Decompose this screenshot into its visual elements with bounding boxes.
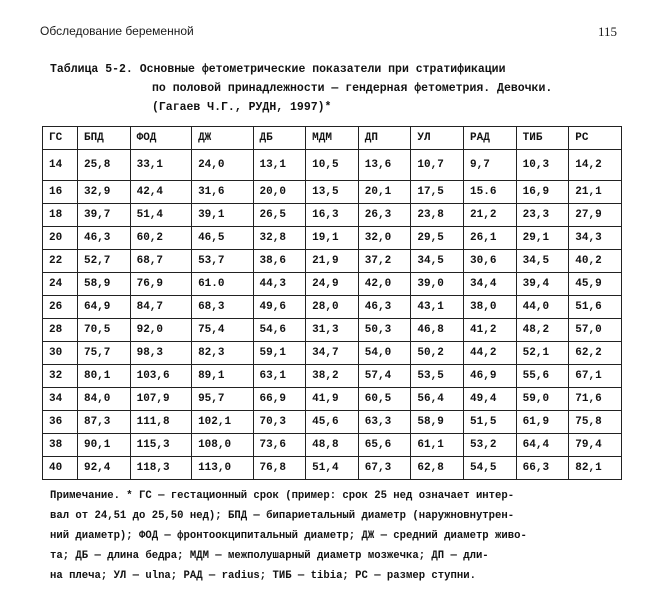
table-cell: 30,6 — [464, 250, 517, 273]
table-row — [43, 150, 622, 181]
table-body — [43, 150, 622, 480]
table-cell: 28,0 — [306, 296, 359, 319]
column-header: УЛ — [411, 127, 464, 150]
table-cell: 39,7 — [77, 204, 130, 227]
table-cell: 82,1 — [569, 457, 622, 480]
note-line: на плеча; УЛ — ulna; РАД — radius; ТИБ — tibia; РС — размер ступни. — [50, 570, 476, 582]
table-cell: 73,6 — [253, 434, 306, 457]
table-cell: 46,3 — [77, 227, 130, 250]
table-cell: 68,3 — [192, 296, 253, 319]
table-cell: 61,9 — [516, 411, 569, 434]
table-cell: 108,0 — [192, 434, 253, 457]
table-cell: 27,9 — [569, 204, 622, 227]
table-cell: 42,0 — [358, 273, 411, 296]
table-note — [50, 486, 625, 586]
table-cell: 23,8 — [411, 204, 464, 227]
table-cell: 113,0 — [192, 457, 253, 480]
table-row — [43, 365, 622, 388]
table-cell: 13,6 — [358, 150, 411, 181]
table-cell: 49,4 — [464, 388, 517, 411]
running-title: Обследование беременной — [40, 24, 194, 38]
table-cell: 60,5 — [358, 388, 411, 411]
table-cell: 52,7 — [77, 250, 130, 273]
column-header: РАД — [464, 127, 517, 150]
table-row — [43, 227, 622, 250]
table-cell: 17,5 — [411, 181, 464, 204]
table-cell: 65,6 — [358, 434, 411, 457]
table-cell: 53,2 — [464, 434, 517, 457]
table-cell: 92,0 — [130, 319, 191, 342]
table-cell: 40 — [43, 457, 78, 480]
table-cell: 9,7 — [464, 150, 517, 181]
note-line: ний диаметр); ФОД — фронтоокципитальный диаметр; ДЖ — средний диаметр живо- — [50, 530, 527, 542]
table-row — [43, 319, 622, 342]
table-row — [43, 434, 622, 457]
table-cell: 16,9 — [516, 181, 569, 204]
table-cell: 34,4 — [464, 273, 517, 296]
table-cell: 31,6 — [192, 181, 253, 204]
table-cell: 20 — [43, 227, 78, 250]
table-cell: 80,1 — [77, 365, 130, 388]
table-cell: 41,2 — [464, 319, 517, 342]
table-cell: 41,9 — [306, 388, 359, 411]
table-cell: 48,2 — [516, 319, 569, 342]
table-cell: 63,1 — [253, 365, 306, 388]
table-row — [43, 411, 622, 434]
table-cell: 40,2 — [569, 250, 622, 273]
table-caption — [50, 60, 630, 117]
table-cell: 34,5 — [516, 250, 569, 273]
table-row — [43, 250, 622, 273]
table-cell: 21,1 — [569, 181, 622, 204]
table-cell: 34,7 — [306, 342, 359, 365]
table-header-row — [43, 127, 622, 150]
table-cell: 38,0 — [464, 296, 517, 319]
table-cell: 20,0 — [253, 181, 306, 204]
table-cell: 57,4 — [358, 365, 411, 388]
table-cell: 70,5 — [77, 319, 130, 342]
table-cell: 51,4 — [306, 457, 359, 480]
table-cell: 46,9 — [464, 365, 517, 388]
table-cell: 89,1 — [192, 365, 253, 388]
table-cell: 98,3 — [130, 342, 191, 365]
caption-line: Таблица 5-2. Основные фетометрические показатели при стратификации — [50, 63, 506, 76]
table-cell: 51,5 — [464, 411, 517, 434]
table-cell: 18 — [43, 204, 78, 227]
table-cell: 44,0 — [516, 296, 569, 319]
column-header: ГС — [43, 127, 78, 150]
table-cell: 90,1 — [77, 434, 130, 457]
table-cell: 55,6 — [516, 365, 569, 388]
column-header: ФОД — [130, 127, 191, 150]
table-cell: 32,8 — [253, 227, 306, 250]
table-cell: 38,6 — [253, 250, 306, 273]
table-cell: 13,5 — [306, 181, 359, 204]
table-cell: 24 — [43, 273, 78, 296]
table-cell: 32,9 — [77, 181, 130, 204]
column-header: ТИБ — [516, 127, 569, 150]
table-cell: 57,0 — [569, 319, 622, 342]
note-line: та; ДБ — длина бедра; МДМ — межполушарный диаметр мозжечка; ДП — дли- — [50, 550, 489, 562]
table-cell: 53,7 — [192, 250, 253, 273]
table-cell: 52,1 — [516, 342, 569, 365]
table-cell: 66,3 — [516, 457, 569, 480]
column-header: ДЖ — [192, 127, 253, 150]
column-header: ДБ — [253, 127, 306, 150]
table-cell: 38,2 — [306, 365, 359, 388]
table-cell: 103,6 — [130, 365, 191, 388]
table-cell: 25,8 — [77, 150, 130, 181]
table-cell: 50,3 — [358, 319, 411, 342]
table-cell: 92,4 — [77, 457, 130, 480]
table-cell: 71,6 — [569, 388, 622, 411]
table-cell: 28 — [43, 319, 78, 342]
table-cell: 58,9 — [411, 411, 464, 434]
table-cell: 34,3 — [569, 227, 622, 250]
table-cell: 22 — [43, 250, 78, 273]
table-cell: 37,2 — [358, 250, 411, 273]
table-cell: 46,8 — [411, 319, 464, 342]
table-cell: 16,3 — [306, 204, 359, 227]
table-cell: 107,9 — [130, 388, 191, 411]
table-cell: 68,7 — [130, 250, 191, 273]
table-cell: 46,3 — [358, 296, 411, 319]
table-cell: 39,0 — [411, 273, 464, 296]
table-cell: 29,1 — [516, 227, 569, 250]
table-cell: 10,3 — [516, 150, 569, 181]
table-cell: 30 — [43, 342, 78, 365]
table-cell: 48,8 — [306, 434, 359, 457]
table-cell: 46,5 — [192, 227, 253, 250]
table-row — [43, 273, 622, 296]
table-cell: 34 — [43, 388, 78, 411]
table-cell: 43,1 — [411, 296, 464, 319]
table-cell: 62,8 — [411, 457, 464, 480]
table-cell: 82,3 — [192, 342, 253, 365]
table-cell: 14 — [43, 150, 78, 181]
table-cell: 45,6 — [306, 411, 359, 434]
table-cell: 29,5 — [411, 227, 464, 250]
table-cell: 21,9 — [306, 250, 359, 273]
page-number: 115 — [597, 24, 617, 39]
table-cell: 67,3 — [358, 457, 411, 480]
table-row — [43, 296, 622, 319]
column-header: РС — [569, 127, 622, 150]
table-row — [43, 388, 622, 411]
table-cell: 51,6 — [569, 296, 622, 319]
table-cell: 75,4 — [192, 319, 253, 342]
table-cell: 26,3 — [358, 204, 411, 227]
table-cell: 33,1 — [130, 150, 191, 181]
table-cell: 34,5 — [411, 250, 464, 273]
table-cell: 54,0 — [358, 342, 411, 365]
table-cell: 15.6 — [464, 181, 517, 204]
table-cell: 23,3 — [516, 204, 569, 227]
table-cell: 75,8 — [569, 411, 622, 434]
table-cell: 64,9 — [77, 296, 130, 319]
table-cell: 66,9 — [253, 388, 306, 411]
table-cell: 44,3 — [253, 273, 306, 296]
caption-line: по половой принадлежности — гендерная фетометрия. Девочки. — [152, 82, 553, 95]
table-cell: 39,1 — [192, 204, 253, 227]
table-cell: 39,4 — [516, 273, 569, 296]
table-cell: 63,3 — [358, 411, 411, 434]
table-cell: 53,5 — [411, 365, 464, 388]
table-cell: 19,1 — [306, 227, 359, 250]
table-cell: 62,2 — [569, 342, 622, 365]
table-cell: 59,1 — [253, 342, 306, 365]
table-cell: 44,2 — [464, 342, 517, 365]
table-cell: 61.0 — [192, 273, 253, 296]
table-row — [43, 342, 622, 365]
table-cell: 59,0 — [516, 388, 569, 411]
table-cell: 21,2 — [464, 204, 517, 227]
table-cell: 56,4 — [411, 388, 464, 411]
table-cell: 50,2 — [411, 342, 464, 365]
table-cell: 54,5 — [464, 457, 517, 480]
table-cell: 20,1 — [358, 181, 411, 204]
table-cell: 64,4 — [516, 434, 569, 457]
column-header: МДМ — [306, 127, 359, 150]
table-cell: 95,7 — [192, 388, 253, 411]
table-cell: 36 — [43, 411, 78, 434]
table-cell: 118,3 — [130, 457, 191, 480]
table-row — [43, 181, 622, 204]
table-cell: 10,7 — [411, 150, 464, 181]
table-cell: 32,0 — [358, 227, 411, 250]
table-cell: 10,5 — [306, 150, 359, 181]
table-cell: 13,1 — [253, 150, 306, 181]
table-cell: 87,3 — [77, 411, 130, 434]
table-cell: 58,9 — [77, 273, 130, 296]
table-cell: 111,8 — [130, 411, 191, 434]
table-cell: 24,0 — [192, 150, 253, 181]
table-cell: 54,6 — [253, 319, 306, 342]
table-cell: 16 — [43, 181, 78, 204]
table-cell: 84,7 — [130, 296, 191, 319]
table-cell: 75,7 — [77, 342, 130, 365]
table-cell: 61,1 — [411, 434, 464, 457]
table-cell: 32 — [43, 365, 78, 388]
caption-line: (Гагаев Ч.Г., РУДН, 1997)* — [152, 101, 332, 114]
table-cell: 24,9 — [306, 273, 359, 296]
column-header: БПД — [77, 127, 130, 150]
table-cell: 79,4 — [569, 434, 622, 457]
table-cell: 26,5 — [253, 204, 306, 227]
table-cell: 60,2 — [130, 227, 191, 250]
column-header: ДП — [358, 127, 411, 150]
table-cell: 67,1 — [569, 365, 622, 388]
note-line: Примечание. * ГС — гестационный срок (пример: срок 25 нед означает интер- — [50, 490, 515, 502]
table-cell: 26,1 — [464, 227, 517, 250]
table-row — [43, 204, 622, 227]
table-cell: 51,4 — [130, 204, 191, 227]
table-cell: 76,8 — [253, 457, 306, 480]
table-cell: 49,6 — [253, 296, 306, 319]
table-cell: 76,9 — [130, 273, 191, 296]
fetometry-table — [42, 126, 622, 480]
table-cell: 70,3 — [253, 411, 306, 434]
table-cell: 26 — [43, 296, 78, 319]
table-row — [43, 457, 622, 480]
table-cell: 42,4 — [130, 181, 191, 204]
note-line: вал от 24,51 до 25,50 нед); БПД — бипариетальный диаметр (наружновнутрен- — [50, 510, 515, 522]
table-cell: 84,0 — [77, 388, 130, 411]
table-cell: 38 — [43, 434, 78, 457]
table-cell: 14,2 — [569, 150, 622, 181]
table-cell: 31,3 — [306, 319, 359, 342]
table-cell: 115,3 — [130, 434, 191, 457]
table-cell: 45,9 — [569, 273, 622, 296]
table-cell: 102,1 — [192, 411, 253, 434]
